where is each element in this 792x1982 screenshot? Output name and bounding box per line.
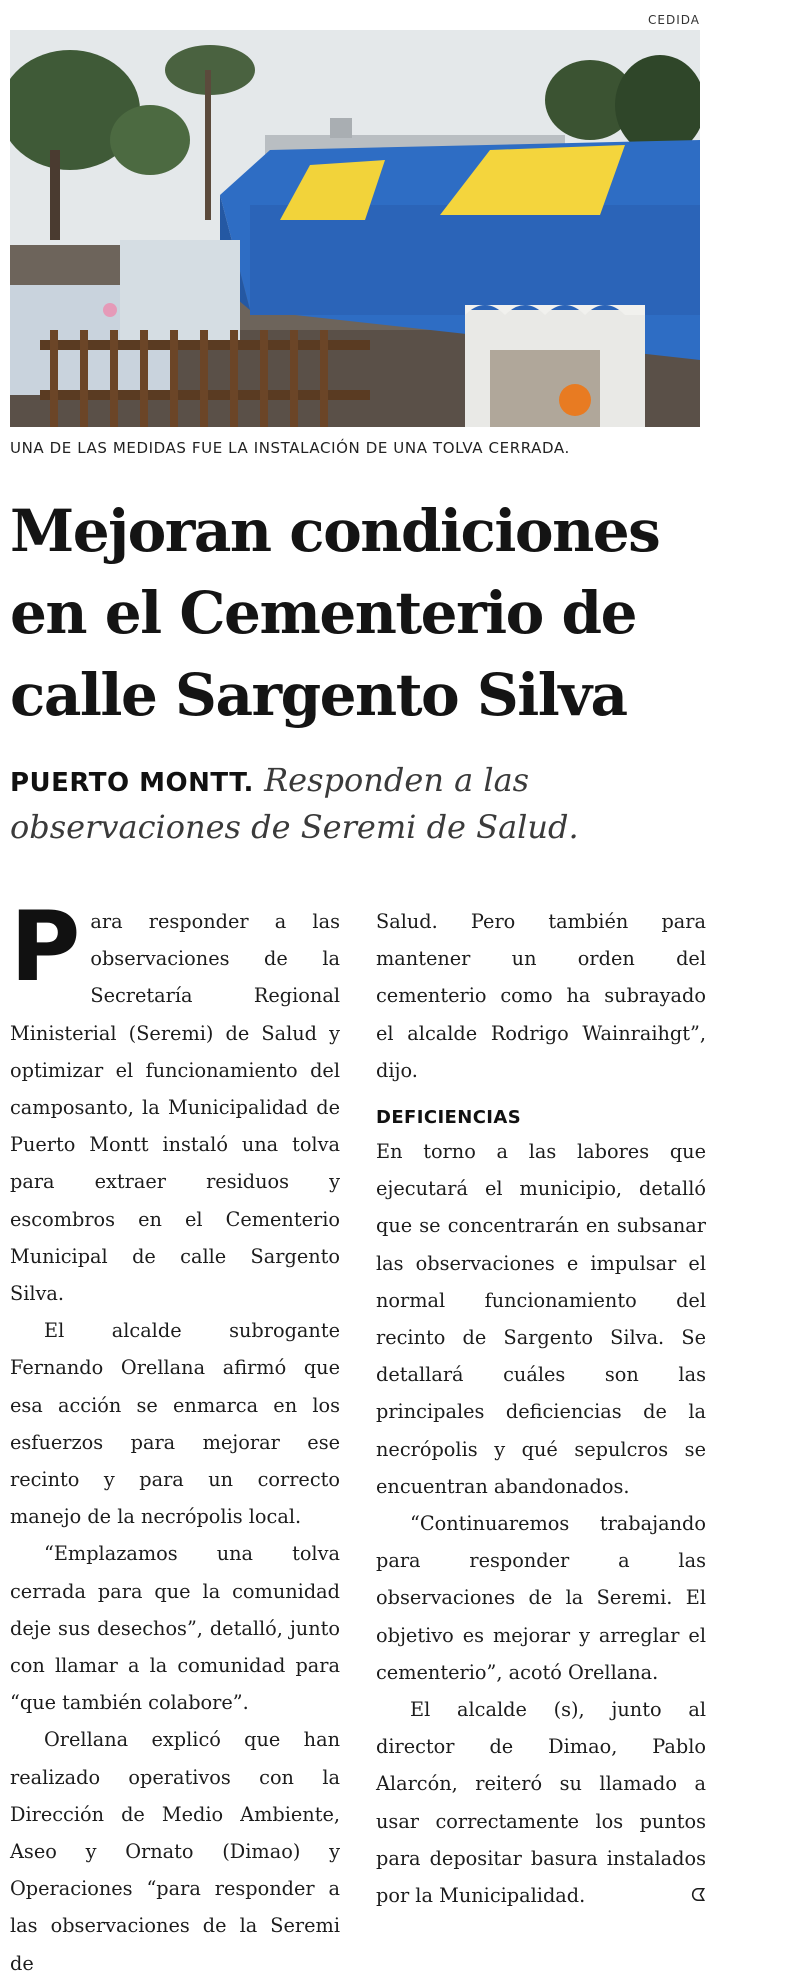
deck: Responden a las observaciones de Seremi de Salud. <box>10 761 579 846</box>
article-column-right <box>376 903 706 1914</box>
paragraph: En torno a las labores que ejecutará el municipio, detalló que se concentrarán en subsanar las observaciones e impulsar el normal funcionamiento del recinto de Sargento Silva. Se detallará cuáles son las principales deficiencias de la necrópolis y qué sepulcros se encuentran abandonados. <box>376 1140 706 1498</box>
headline-line: en el Cementerio de <box>10 579 637 647</box>
photo-credit: CEDIDA <box>648 13 700 27</box>
section-title: DEFICIENCIAS <box>376 1107 522 1129</box>
paragraph: El alcalde subrogante Fernando Orellana afirmó que esa acción se enmarca en los esfuerzos para mejorar ese recinto y para un correcto manejo de la necrópolis local. <box>10 1319 340 1529</box>
location-kicker: PUERTO MONTT. <box>10 768 254 798</box>
paragraph: Salud. Pero también para mantener un orden del cementerio como ha subrayado el alcalde Rodrigo Wainraihgt”, dijo. <box>376 910 706 1082</box>
drop-cap: P <box>10 891 81 1003</box>
headline <box>10 490 710 736</box>
end-mark-icon: ᗧ <box>691 1885 706 1907</box>
paragraph-text: ara responder a las observaciones de la Secretaría Regional Ministerial (Seremi) de Salud y optimizar el funcionamiento del camposanto, la Municipalidad de Puerto Montt instaló una tolva para extraer residuos y escombros en el Cementerio Municipal de calle Sargento Silva. <box>10 910 340 1306</box>
paragraph: Orellana explicó que han realizado operativos con la Dirección de Medio Ambiente, Aseo y Ornato (Dimao) y Operaciones “para responder a las observaciones de la Seremi de <box>10 1728 340 1975</box>
paragraph: “Continuaremos trabajando para responder a las observaciones de la Seremi. El objetivo es mejorar y arreglar el cementerio”, acotó Orellana. <box>376 1512 706 1684</box>
headline-line: calle Sargento Silva <box>10 661 627 729</box>
subheadline <box>10 758 710 849</box>
paragraph-text: El alcalde (s), junto al director de Dimao, Pablo Alarcón, reiteró su llamado a usar correctamente los puntos para depositar basura instalados por la Municipalidad. <box>376 1698 706 1908</box>
photo-caption: UNA DE LAS MEDIDAS FUE LA INSTALACIÓN DE UNA TOLVA CERRADA. <box>10 439 570 457</box>
paragraph: “Emplazamos una tolva cerrada para que la comunidad deje sus desechos”, detalló, junto con llamar a la comunidad para “que también colabore”. <box>10 1542 340 1715</box>
headline-line: Mejoran condiciones <box>10 497 660 565</box>
article-column-left <box>10 891 340 1982</box>
paragraph <box>376 1691 706 1914</box>
article-photo <box>10 30 700 427</box>
paragraph <box>10 891 340 1312</box>
